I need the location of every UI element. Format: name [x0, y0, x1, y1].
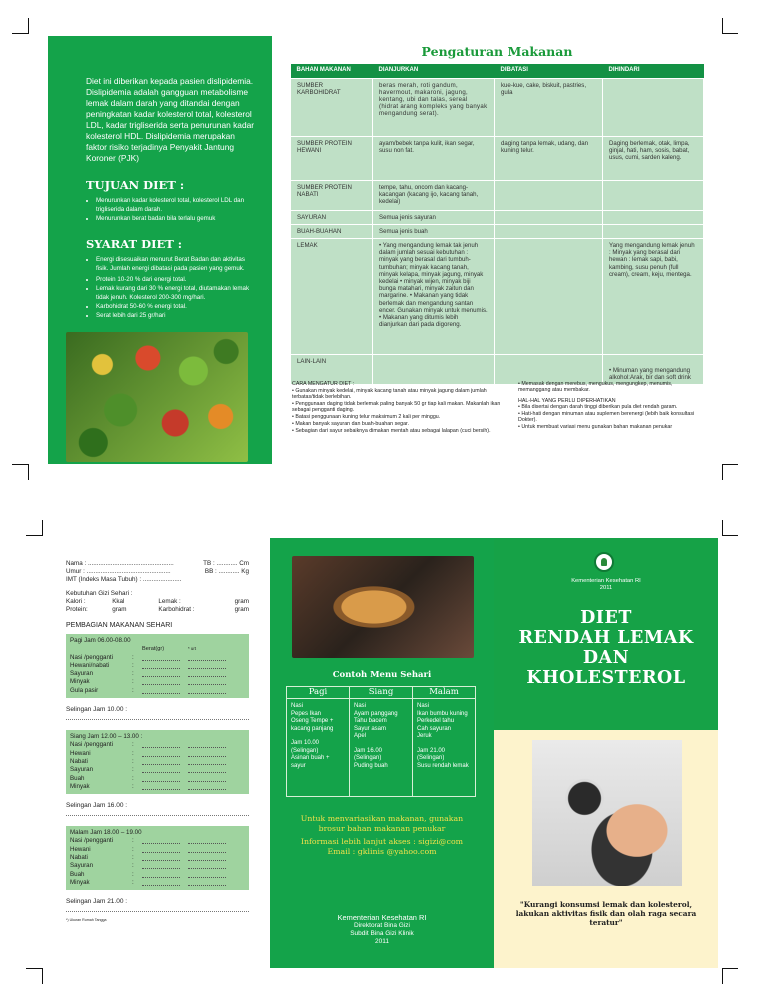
table-row	[291, 210, 704, 224]
list-item[interactable]: Nasi /pengganti :	[70, 654, 245, 662]
table-row	[291, 238, 704, 354]
table-header-row	[291, 64, 704, 78]
pembagian-title: PEMBAGIAN MAKANAN SEHARI	[66, 622, 173, 629]
lemak-unit: gram	[234, 598, 249, 605]
kalori-unit: Kkal	[112, 598, 125, 605]
notes-title: HAL-HAL YANG PERLU DIPERHATIKAN	[518, 397, 616, 404]
crop-mark	[722, 535, 738, 536]
list-item[interactable]: Buah :	[70, 871, 245, 879]
crop-mark	[722, 520, 738, 536]
publisher-year: 2011	[375, 938, 389, 945]
karbo-label: Karbohidrat :	[158, 606, 195, 613]
table-cell: SUMBER PROTEIN HEWANI	[291, 136, 373, 180]
col-header: Malam	[413, 687, 476, 699]
meal-plan-form	[66, 560, 249, 924]
kebutuhan-label: Kebutuhan Gizi Sehari :	[66, 590, 133, 597]
cover-ministry: Kementerian Kesehatan RI 2011	[571, 578, 641, 591]
tujuan-heading: TUJUAN DIET :	[86, 178, 185, 192]
table-cell: LAIN-LAIN	[291, 354, 373, 384]
bb-field[interactable]: BB : ............ Kg	[204, 568, 249, 575]
table-cell	[495, 180, 603, 210]
crop-mark	[28, 464, 44, 480]
protein-unit: gram	[112, 606, 127, 613]
list-item[interactable]: Nabati :	[70, 758, 245, 766]
table-cell: BUAH-BUAHAN	[291, 224, 373, 238]
menu-panel	[270, 538, 494, 968]
list-item[interactable]: Minyak :	[70, 678, 245, 686]
kalori-row	[66, 598, 249, 606]
crop-mark	[722, 968, 738, 984]
table-cell	[495, 354, 603, 384]
table-cell	[495, 238, 603, 354]
list-item: • Lemak kurang dari 30 % energi total, diutamakan lemak tidak jenuh. Kolesterol 200-300 mg/hari.	[96, 284, 258, 302]
list-item[interactable]: Nasi /pengganti :	[70, 837, 245, 845]
contact-info: Informasi lebih lanjut akses : sigizi@com	[300, 837, 464, 846]
malam-block	[66, 826, 249, 890]
crop-mark	[722, 18, 738, 34]
pengaturan-title: Pengaturan Makanan	[421, 44, 573, 59]
table-cell: Daging berlemak, otak, limpa, ginjal, hati, ham, sosis, babat, usus, cumi, sarden kaleng.	[603, 136, 704, 180]
col-header: Pagi	[287, 687, 350, 699]
crop-mark	[12, 464, 28, 465]
table-cell	[603, 210, 704, 224]
list-item: • Energi disesuaikan menurut Berat Badan dan aktivitas fisik. Jumlah energi dibatasi pada pasien yang gemuk.	[96, 255, 258, 273]
note-item: • Makan banyak sayuran dan buah-buahan segar.	[292, 420, 409, 427]
promo-text	[270, 814, 494, 856]
protein-row	[66, 606, 249, 614]
note-item: • Sebagian dari sayur sebaiknya dimakan mentah atau sebagai lalapan (cuci bersih).	[292, 427, 491, 434]
table-cell: kue-kue, cake, biskuit, pastries, gula	[495, 78, 603, 136]
crop-mark	[12, 33, 28, 34]
list-item: • Serat lebih dari 25 gr/hari	[96, 311, 258, 320]
list-item[interactable]: Hewani :	[70, 846, 245, 854]
note-item: • Gunakan minyak kedelai, minyak kacang tanah atau minyak jagung dalam jumlah terbatas/tidak berlebihan.	[292, 387, 487, 401]
table-cell: daging tanpa lemak, udang, dan kuning telur.	[495, 136, 603, 180]
menu-cell: Nasi Ikan bumbu kuning Perkedel tahu Cah sayuran Jeruk Jam 21.00 (Selingan) Susu rendah lemak	[413, 699, 476, 797]
syarat-list	[86, 255, 258, 320]
pengaturan-table	[290, 64, 704, 385]
table-cell	[495, 224, 603, 238]
selingan-line[interactable]	[66, 814, 249, 816]
selingan-label: Selingan Jam 10.00 :	[66, 706, 128, 714]
table-cell: SUMBER PROTEIN NABATI	[291, 180, 373, 210]
crop-mark	[722, 33, 738, 34]
col-header: DIHINDARI	[603, 64, 704, 78]
list-item[interactable]: Minyak :	[70, 879, 245, 887]
syarat-heading: SYARAT DIET :	[86, 237, 183, 251]
notes-title: CARA MENGATUR DIET :	[292, 381, 355, 387]
table-row	[291, 78, 704, 136]
note-item: • Bila disertai dengan darah tinggi diberikan pula diet rendah garam.	[518, 404, 678, 411]
urt-header: * urt	[188, 646, 197, 652]
selingan-line[interactable]	[66, 910, 249, 912]
list-item[interactable]: Hewani/nabati :	[70, 662, 245, 670]
col-header: DIBATASI	[495, 64, 603, 78]
tujuan-list	[86, 196, 258, 223]
siang-block	[66, 730, 249, 794]
tb-field[interactable]: TB : ............ Cm	[203, 560, 249, 567]
list-item[interactable]: Gula pasir :	[70, 687, 245, 695]
crop-mark	[722, 968, 738, 969]
cara-notes	[292, 381, 502, 434]
col-header: DIANJURKAN	[373, 64, 495, 78]
list-item[interactable]: Sayuran :	[70, 862, 245, 870]
kemenkes-logo-icon	[594, 552, 614, 572]
list-item[interactable]: Sayuran :	[70, 670, 245, 678]
publisher-footer	[270, 914, 494, 946]
cover-bottom	[494, 730, 718, 968]
table-cell: SAYURAN	[291, 210, 373, 224]
table-cell: Semua jenis buah	[373, 224, 495, 238]
umur-field[interactable]: Umur : ................................................	[66, 568, 171, 575]
crop-mark	[28, 18, 44, 34]
selingan-line[interactable]	[66, 718, 249, 720]
table-cell: tempe, tahu, oncom dan kacang-kacangan (kacang ijo, kacang tanah, kedelai)	[373, 180, 495, 210]
pepes-ikan-image	[292, 556, 474, 658]
table-cell: • Minuman yang mengandung alkohol:Arak, bir dan soft drink	[603, 354, 704, 384]
hal-notes	[518, 381, 706, 431]
col-header: Siang	[350, 687, 413, 699]
publisher-dept: Direktorat Bina Gizi	[354, 922, 410, 929]
crop-mark	[722, 464, 738, 465]
list-item[interactable]: Buah :	[70, 775, 245, 783]
note-item: • Hati-hati dengan minuman atau suplemen berenergi (lebih baik konsultasi Dokter).	[518, 411, 695, 424]
contact-email[interactable]: Email : gklinis @yahoo.com	[327, 846, 437, 856]
table-cell: Yang mengandung lemak jenuh : Minyak yang berasal dari hewan : lemak sapi, babi, kambing, susu penuh (full cream), cream, keju, mentega.	[603, 238, 704, 354]
cover-panel	[494, 538, 718, 730]
selingan-label: Selingan Jam 21.00 :	[66, 898, 128, 906]
table-cell: Semua jenis sayuran	[373, 210, 495, 224]
pagi-title: Pagi Jam 06.00-08.00	[70, 637, 131, 644]
crop-mark	[42, 520, 58, 536]
menu-table	[286, 686, 476, 797]
note-item: • Memasak dengan merebus, mengukus, mengungkep, menumis, memanggang atau membakar.	[518, 381, 673, 394]
imt-field[interactable]: IMT (Indeks Masa Tubuh) : ......................	[66, 576, 182, 583]
malam-title: Malam Jam 18.00 – 19.00	[70, 829, 142, 837]
table-cell	[495, 210, 603, 224]
table-cell	[373, 354, 495, 384]
list-item[interactable]: Minyak :	[70, 783, 245, 791]
note-item: • Untuk membuat variasi menu gunakan bahan makanan penukar	[518, 424, 673, 431]
table-row	[291, 180, 704, 210]
publisher-name: Kementerian Kesehatan RI	[337, 913, 427, 922]
selingan-label: Selingan Jam 16.00 :	[66, 802, 128, 810]
nama-field[interactable]: Nama : .................................................	[66, 560, 174, 567]
menu-title: Contoh Menu Sehari	[332, 670, 432, 680]
list-item[interactable]: Hewani :	[70, 750, 245, 758]
siang-title: Siang Jam 12.00 – 13.00 :	[70, 733, 143, 741]
table-cell: SUMBER KARBOHIDRAT	[291, 78, 373, 136]
menu-cell: Nasi Pepes Ikan Oseng Tempe + kacang panjang Jam 10.00 (Selingan) Asinan buah + sayur	[287, 699, 350, 797]
lemak-label: Lemak :	[158, 598, 181, 605]
note-item: • Penggunaan daging tidak berlemak paling banyak 50 gr tiap kali makan. Makanlah ikan sebagai pengganti daging.	[292, 400, 501, 414]
vegetables-image	[66, 332, 248, 462]
table-cell: ayam/bebek tanpa kulit, ikan segar, susu non fat.	[373, 136, 495, 180]
cover-quote: "Kurangi konsumsi lemak dan kolesterol, lakukan aktivitas fisik dan olah raga secara teratur"	[515, 900, 697, 927]
col-header: BAHAN MAKANAN	[291, 64, 373, 78]
list-item: • Protein 10-20 % dari energi total.	[96, 275, 258, 284]
pagi-block	[66, 634, 249, 698]
list-item[interactable]: Nabati :	[70, 854, 245, 862]
note-item: • Batasi penggunaan kuning telur maksimum 2 kali per minggu.	[292, 413, 441, 420]
list-item[interactable]: Nasi /pengganti :	[70, 741, 245, 749]
crop-mark	[42, 968, 58, 984]
list-item[interactable]: Sayuran :	[70, 766, 245, 774]
list-item: • Menurunkan berat badan bila terlalu gemuk	[96, 214, 258, 223]
protein-label: Protein:	[66, 606, 88, 613]
table-cell: LEMAK	[291, 238, 373, 354]
list-item: • Karbohidrat 50-60 % energi total.	[96, 302, 258, 311]
kalori-label: Kalori :	[66, 598, 86, 605]
intro-text: Diet ini diberikan kepada pasien dislipidemia. Dislipidemia adalah gangguan metabolisme lemak dalam darah yang ditandai dengan peningkatan kadar kolesterol total, kolesterol LDL, kadar trigliserida serta penurunan kadar kolesterol HDL. Dislipidemia merupakan faktor risiko terjadinya Penyakit Jantung Koroner (PJK)	[86, 76, 255, 163]
list-item: • Menurunkan kadar kolesterol total, kolesterol LDL dan trigliserida dalam darah.	[96, 196, 258, 214]
karbo-unit: gram	[234, 606, 249, 613]
crop-mark	[26, 968, 42, 969]
berat-header: Berat(gr)	[142, 646, 165, 653]
table-cell: • Yang mengandung lemak tak jenuh dalam jumlah sesuai kebutuhan : minyak yang berasal dari tumbuh-tumbuhan; minyak kacang tanah, minyak kelapa, minyak jagung, minyak kedelai • minyak wijen, minyak biji bunga matahari, minyak zaitun dan margarine. • Makanan yang tidak berlemak dan mengandung santan encer. Gunakan minyak untuk menumis. • Makanan yang ditumis lebih dianjurkan dari pada digoreng.	[373, 238, 495, 354]
table-cell	[603, 224, 704, 238]
publisher-subdit: Subdit Bina Gizi Klinik	[350, 930, 414, 937]
blood-pressure-image	[532, 740, 682, 886]
table-row	[291, 224, 704, 238]
table-cell: beras merah, roti gandum, havermout, makaroni, jagung, kentang, ubi dan talas, sereal (hidrat arang kompleks yang banyak mengandung serat).	[373, 78, 495, 136]
table-row	[291, 354, 704, 384]
table-row	[291, 136, 704, 180]
table-cell	[603, 78, 704, 136]
footnote: *) Ukuran Rumah Tangga	[66, 918, 107, 923]
menu-cell: Nasi Ayam panggang Tahu bacem Sayur asam Apel Jam 16.00 (Selingan) Puding buah	[350, 699, 413, 797]
table-cell	[603, 180, 704, 210]
crop-mark	[26, 535, 42, 536]
intro-panel	[48, 36, 272, 464]
cover-title: DIET RENDAH LEMAK DAN KHOLESTEROL	[518, 608, 694, 688]
promo-line: Untuk menvariasikan makanan, gunakan brosur bahan makanan penukar	[300, 814, 464, 833]
crop-mark	[722, 464, 738, 480]
